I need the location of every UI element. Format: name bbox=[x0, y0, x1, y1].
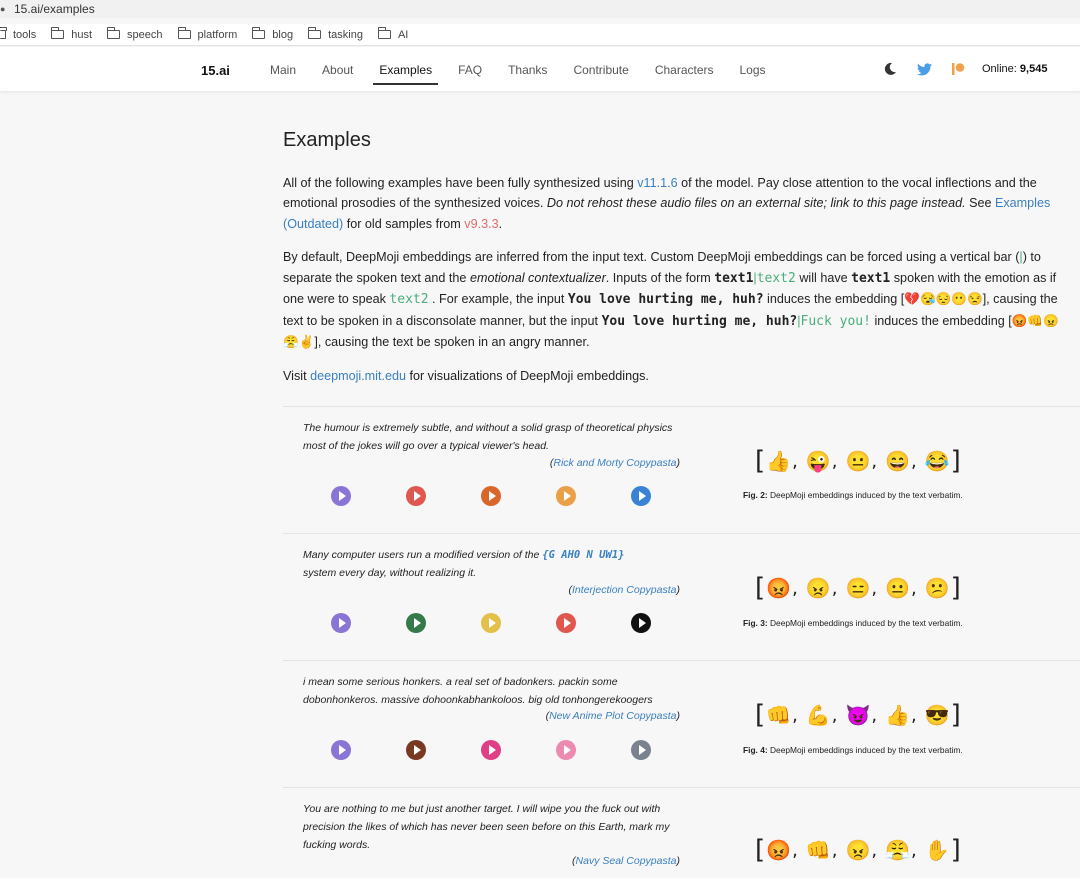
emoji: 😄 bbox=[885, 450, 910, 473]
play-button[interactable] bbox=[331, 740, 351, 760]
emoji: 😈 bbox=[845, 704, 871, 727]
play-button[interactable] bbox=[481, 740, 501, 760]
address-bar[interactable] bbox=[0, 0, 1080, 18]
lock-icon: ● bbox=[0, 4, 6, 14]
bookmark-speech[interactable]: speech bbox=[107, 29, 162, 41]
example-card bbox=[283, 533, 1080, 660]
emoji: 👊 bbox=[766, 704, 792, 727]
figure-caption: Fig. 4: DeepMoji embeddings induced by the text verbatim. bbox=[743, 745, 963, 755]
example-card bbox=[283, 406, 1080, 533]
twitter-icon[interactable] bbox=[916, 59, 932, 79]
bookmark-hust[interactable]: hust bbox=[51, 29, 92, 41]
audio-players bbox=[331, 613, 706, 633]
intro-paragraph: All of the following examples have been fully synthesized using v11.1.6 of the model. Pay close attention to the vocal inflections and the emotional prosodies of the synthesized voices. Do not rehost these audio files on an external site; link to this page instead. See Examples (Outdated) for old samples from v9.3.3. bbox=[283, 175, 1051, 231]
play-button[interactable] bbox=[406, 613, 426, 633]
url-text[interactable]: 15.ai/examples bbox=[14, 2, 95, 16]
version-link-old[interactable]: v9.3.3 bbox=[464, 216, 499, 231]
main-content bbox=[283, 130, 1073, 399]
emoji: ✋ bbox=[924, 839, 950, 862]
nav-links bbox=[270, 63, 792, 77]
emoji-embedding: [ 😡 , 😠 , 😑 , 😐 , 😕 ] bbox=[755, 573, 961, 603]
deepmoji-paragraph: By default, DeepMoji embeddings are inferred from the input text. Custom DeepMoji embeddings can be forced using a vertical bar (|) to separate the spoken text and the emotional contextualizer. Inputs of the form text1|text2 will have text1 spoken with the emotion as if one were to speak text2 . For example, the input You love hurting me, huh? induces the embedding [💔😪😔😶😒], causing the text to be spoken in a disconsolate manner, but the input You love hurting me, huh?|Fuck you! induces the embedding [😡👊😠😤✌], causing the text be spoken in an angry manner. bbox=[283, 250, 1059, 349]
folder-icon bbox=[378, 30, 391, 39]
emoji: 😂 bbox=[924, 450, 950, 473]
emoji-embedding: [ 👊 , 💪 , 😈 , 👍 , 😎 ] bbox=[755, 700, 961, 730]
deepmoji-link[interactable]: deepmoji.mit.edu bbox=[310, 368, 406, 383]
patreon-icon[interactable] bbox=[950, 59, 966, 79]
emoji-embedding: [ 😡 , 👊 , 😠 , 😤 , ✋ ] bbox=[755, 835, 961, 865]
example-source: (New Anime Plot Copypasta) bbox=[545, 710, 680, 722]
page-title: Examples bbox=[283, 129, 371, 151]
emoji: 😎 bbox=[924, 704, 950, 727]
example-source: (Navy Seal Copypasta) bbox=[572, 855, 680, 867]
emoji: 😐 bbox=[885, 577, 910, 600]
arpabet-text: {G AH0 N UW1} bbox=[542, 549, 625, 561]
embedding-angry: 😡👊😠😤✌ bbox=[283, 313, 1059, 349]
emoji: 😐 bbox=[845, 450, 871, 473]
outdated-examples-link[interactable]: Examples (Outdated) bbox=[283, 196, 1051, 231]
audio-players bbox=[331, 486, 706, 506]
example-quote: The humour is extremely subtle, and without a solid grasp of theoretical physics most of the jokes will go over a typical viewer's head. bbox=[303, 422, 673, 452]
folder-icon bbox=[252, 30, 265, 39]
nav-contribute[interactable]: Contribute bbox=[573, 63, 629, 77]
play-button[interactable] bbox=[331, 486, 351, 506]
nav-right bbox=[882, 59, 1047, 79]
folder-icon bbox=[0, 30, 6, 39]
figure-caption: Fig. 2: DeepMoji embeddings induced by the text verbatim. bbox=[743, 490, 963, 500]
emoji: 👍 bbox=[885, 704, 910, 727]
emoji: 😡 bbox=[766, 839, 792, 862]
play-button[interactable] bbox=[481, 486, 501, 506]
folder-icon bbox=[308, 30, 321, 39]
online-count: Online: 9,545 bbox=[982, 63, 1048, 75]
play-button[interactable] bbox=[331, 613, 351, 633]
example-quote: i mean some serious honkers. a real set of badonkers. packin some dobonhonkeros. massive dohoonkabhankoloos. big old tonhongerekoogers bbox=[303, 676, 653, 706]
play-button[interactable] bbox=[406, 486, 426, 506]
bookmark-tasking[interactable]: tasking bbox=[308, 29, 363, 41]
moon-icon[interactable] bbox=[882, 59, 898, 79]
play-button[interactable] bbox=[631, 740, 651, 760]
play-button[interactable] bbox=[556, 486, 576, 506]
nav-main[interactable]: Main bbox=[270, 63, 297, 77]
emoji: 😜 bbox=[805, 450, 831, 473]
nav-about[interactable]: About bbox=[322, 63, 354, 77]
example-quote: You are nothing to me but just another target. I will wipe you the fuck out with precision the likes of which has never been seen before on this Earth, mark my fucking words. bbox=[303, 803, 670, 851]
play-button[interactable] bbox=[631, 486, 651, 506]
bookmark-tools[interactable]: tools bbox=[0, 29, 36, 41]
nav-examples[interactable]: Examples bbox=[379, 63, 433, 77]
nav-faq[interactable]: FAQ bbox=[458, 63, 483, 77]
bookmark-blog[interactable]: blog bbox=[252, 29, 293, 41]
rehost-warning: Do not rehost these audio files on an external site; link to this page instead. bbox=[546, 196, 966, 210]
emoji: 😠 bbox=[805, 577, 831, 600]
emoji: 👍 bbox=[766, 450, 792, 473]
figure-caption: Fig. 3: DeepMoji embeddings induced by the text verbatim. bbox=[743, 618, 963, 628]
embedding-disconsolate: 💔😪😔😶😒 bbox=[904, 292, 983, 306]
emoji: 😡 bbox=[766, 577, 792, 600]
emoji: 😠 bbox=[845, 839, 871, 862]
play-button[interactable] bbox=[481, 613, 501, 633]
folder-icon bbox=[51, 30, 64, 39]
site-navbar bbox=[0, 47, 1080, 91]
nav-characters[interactable]: Characters bbox=[654, 63, 714, 77]
play-button[interactable] bbox=[556, 740, 576, 760]
version-link-new[interactable]: v11.1.6 bbox=[637, 175, 678, 190]
example-source: (Interjection Copypasta) bbox=[568, 584, 680, 596]
example-card bbox=[283, 787, 1080, 878]
bookmarks-bar bbox=[0, 24, 1080, 46]
nav-logs[interactable]: Logs bbox=[739, 63, 766, 77]
play-button[interactable] bbox=[631, 613, 651, 633]
folder-icon bbox=[178, 30, 191, 39]
emoji: 😤 bbox=[885, 839, 910, 862]
bookmark-ai[interactable]: AI bbox=[378, 29, 408, 41]
nav-thanks[interactable]: Thanks bbox=[508, 63, 548, 77]
visit-paragraph: Visit deepmoji.mit.edu for visualizations of DeepMoji embeddings. bbox=[283, 368, 649, 383]
brand-logo[interactable]: 15.ai bbox=[201, 63, 230, 78]
folder-icon bbox=[107, 30, 120, 39]
emoji: 😑 bbox=[845, 577, 871, 600]
emoji: 👊 bbox=[805, 839, 831, 862]
bookmark-platform[interactable]: platform bbox=[178, 29, 238, 41]
play-button[interactable] bbox=[406, 740, 426, 760]
example-source: (Rick and Morty Copypasta) bbox=[549, 457, 680, 469]
audio-players bbox=[331, 740, 706, 760]
play-button[interactable] bbox=[556, 613, 576, 633]
emoji: 😕 bbox=[924, 577, 950, 600]
emoji-embedding: [ 👍 , 😜 , 😐 , 😄 , 😂 ] bbox=[755, 446, 961, 476]
emoji: 💪 bbox=[805, 704, 831, 727]
example-card bbox=[283, 660, 1080, 787]
example-quote: Many computer users run a modified version of the {G AH0 N UW1} system every day, without realizing it. bbox=[303, 549, 625, 579]
